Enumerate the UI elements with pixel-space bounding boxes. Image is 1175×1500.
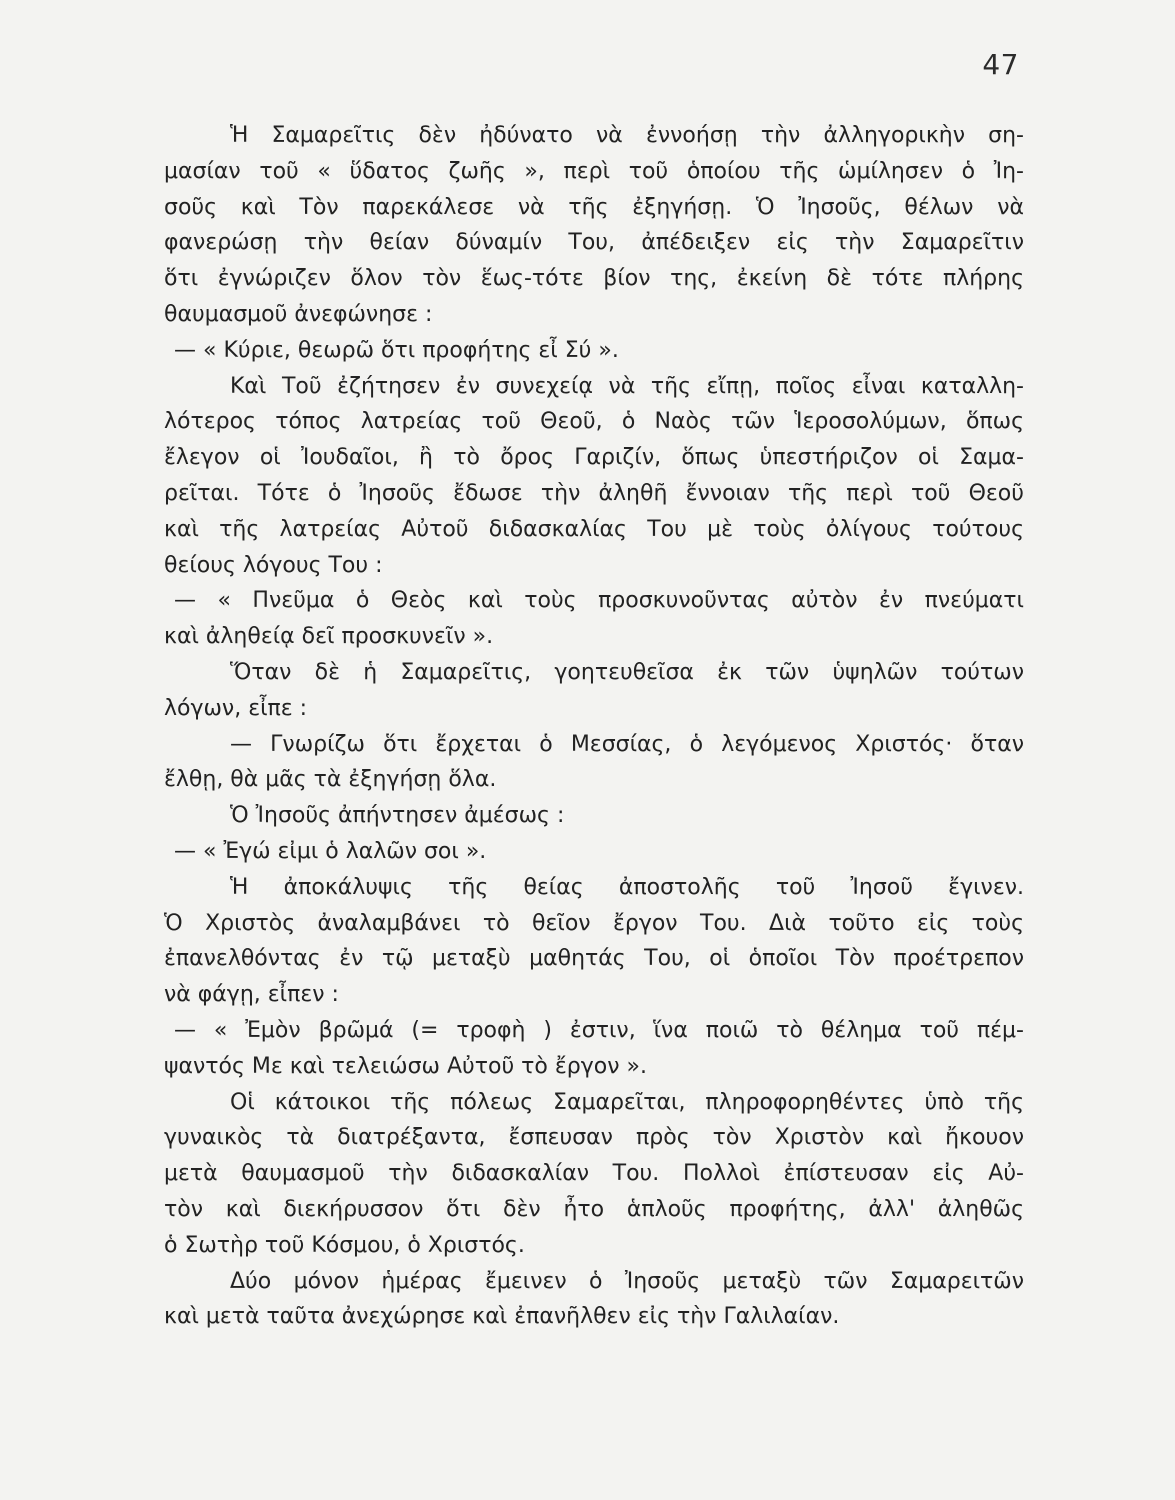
text-line: Καὶ Τοῦ ἐζήτησεν ἐν συνεχείᾳ νὰ τῆς εἴπῃ, ποῖος εἶναι καταλλη-	[230, 373, 1024, 399]
text-line: μετὰ θαυμασμοῦ τὴν διδασκαλίαν Του. Πολλοὶ ἐπίστευσαν εἰς Αὐ-	[164, 1161, 1024, 1187]
text-line: νὰ φάγῃ, εἶπεν :	[164, 982, 339, 1008]
text-line: Ὁ Ἰησοῦς ἀπήντησεν ἀμέσως :	[230, 803, 565, 829]
text-line: — « Ἐμὸν βρῶμά (= τροφὴ ) ἐστιν, ἵνα ποιῶ τὸ θέλημα τοῦ πέμ-	[174, 1017, 1024, 1043]
text-line: Οἱ κάτοικοι τῆς πόλεως Σαμαρεῖται, πληροφορηθέντες ὑπὸ τῆς	[230, 1089, 1024, 1115]
text-line: καὶ μετὰ ταῦτα ἀνεχώρησε καὶ ἐπανῆλθεν εἰς τὴν Γαλιλαίαν.	[164, 1304, 840, 1330]
text-line: ψαντός Με καὶ τελειώσω Αὐτοῦ τὸ ἔργον ».	[164, 1053, 647, 1079]
text-line: Ὅταν δὲ ἡ Σαμαρεῖτις, γοητευθεῖσα ἐκ τῶν ὑψηλῶν τούτων	[230, 659, 1024, 685]
page-number: 47	[982, 48, 1019, 81]
text-line: τὸν καὶ διεκήρυσσον ὅτι δὲν ἦτο ἁπλοῦς προφήτης, ἀλλ' ἀληθῶς	[164, 1196, 1024, 1222]
text-line: λότερος τόπος λατρείας τοῦ Θεοῦ, ὁ Ναὸς τῶν Ἱεροσολύμων, ὅπως	[164, 409, 1024, 435]
text-line: Δύο μόνον ἡμέρας ἔμεινεν ὁ Ἰησοῦς μεταξὺ τῶν Σαμαρειτῶν	[230, 1268, 1024, 1294]
text-line: Ὁ Χριστὸς ἀναλαμβάνει τὸ θεῖον ἔργον Του. Διὰ τοῦτο εἰς τοὺς	[164, 910, 1024, 936]
text-line: — « Πνεῦμα ὁ Θεὸς καὶ τοὺς προσκυνοῦντας αὐτὸν ἐν πνεύματι	[174, 588, 1024, 614]
text-line: καὶ ἀληθείᾳ δεῖ προσκυνεῖν ».	[164, 624, 494, 650]
text-line: Ἡ ἀποκάλυψις τῆς θείας ἀποστολῆς τοῦ Ἰησοῦ ἔγινεν.	[230, 874, 1024, 900]
text-line: ἔλθῃ, θὰ μᾶς τὰ ἐξηγήσῃ ὅλα.	[164, 767, 497, 793]
text-line: θαυμασμοῦ ἀνεφώνησε :	[164, 301, 433, 327]
text-line: θείους λόγους Του :	[164, 552, 383, 578]
text-line: — « Κύριε, θεωρῶ ὅτι προφήτης εἶ Σύ ».	[174, 337, 619, 363]
text-line: ρεῖται. Τότε ὁ Ἰησοῦς ἔδωσε τὴν ἀληθῆ ἔννοιαν τῆς περὶ τοῦ Θεοῦ	[164, 480, 1024, 506]
text-line: — Γνωρίζω ὅτι ἔρχεται ὁ Μεσσίας, ὁ λεγόμενος Χριστός· ὅταν	[230, 731, 1024, 757]
text-line: — « Ἐγώ εἰμι ὁ λαλῶν σοι ».	[174, 838, 487, 864]
text-line: ὅτι ἐγνώριζεν ὅλον τὸν ἕως-τότε βίον της, ἐκείνη δὲ τότε πλήρης	[164, 266, 1024, 292]
text-line: φανερώσῃ τὴν θείαν δύναμίν Του, ἀπέδειξεν εἰς τὴν Σαμαρεῖτιν	[164, 230, 1024, 256]
text-line: ἔλεγον οἱ Ἰουδαῖοι, ἢ τὸ ὄρος Γαριζίν, ὅπως ὑπεστήριζον οἱ Σαμα-	[164, 445, 1024, 471]
text-line: γυναικὸς τὰ διατρέξαντα, ἔσπευσαν πρὸς τὸν Χριστὸν καὶ ἤκουον	[164, 1125, 1024, 1151]
text-line: ἐπανελθόντας ἐν τῷ μεταξὺ μαθητάς Του, οἱ ὁποῖοι Τὸν προέτρεπον	[164, 946, 1024, 972]
text-line: ὁ Σωτὴρ τοῦ Κόσμου, ὁ Χριστός.	[164, 1232, 525, 1258]
text-line: καὶ τῆς λατρείας Αὐτοῦ διδασκαλίας Του μὲ τοὺς ὀλίγους τούτους	[164, 516, 1024, 542]
text-line: Ἡ Σαμαρεῖτις δὲν ἠδύνατο νὰ ἐννοήσῃ τὴν ἀλληγορικὴν ση-	[230, 123, 1024, 148]
page-body-text	[164, 118, 1024, 1335]
text-line: σοῦς καὶ Τὸν παρεκάλεσε νὰ τῆς ἐξηγήσῃ. Ὁ Ἰησοῦς, θέλων νὰ	[164, 194, 1024, 220]
text-line: μασίαν τοῦ « ὕδατος ζωῆς », περὶ τοῦ ὁποίου τῆς ὡμίλησεν ὁ Ἰη-	[164, 158, 1024, 184]
text-line: λόγων, εἶπε :	[164, 695, 308, 721]
